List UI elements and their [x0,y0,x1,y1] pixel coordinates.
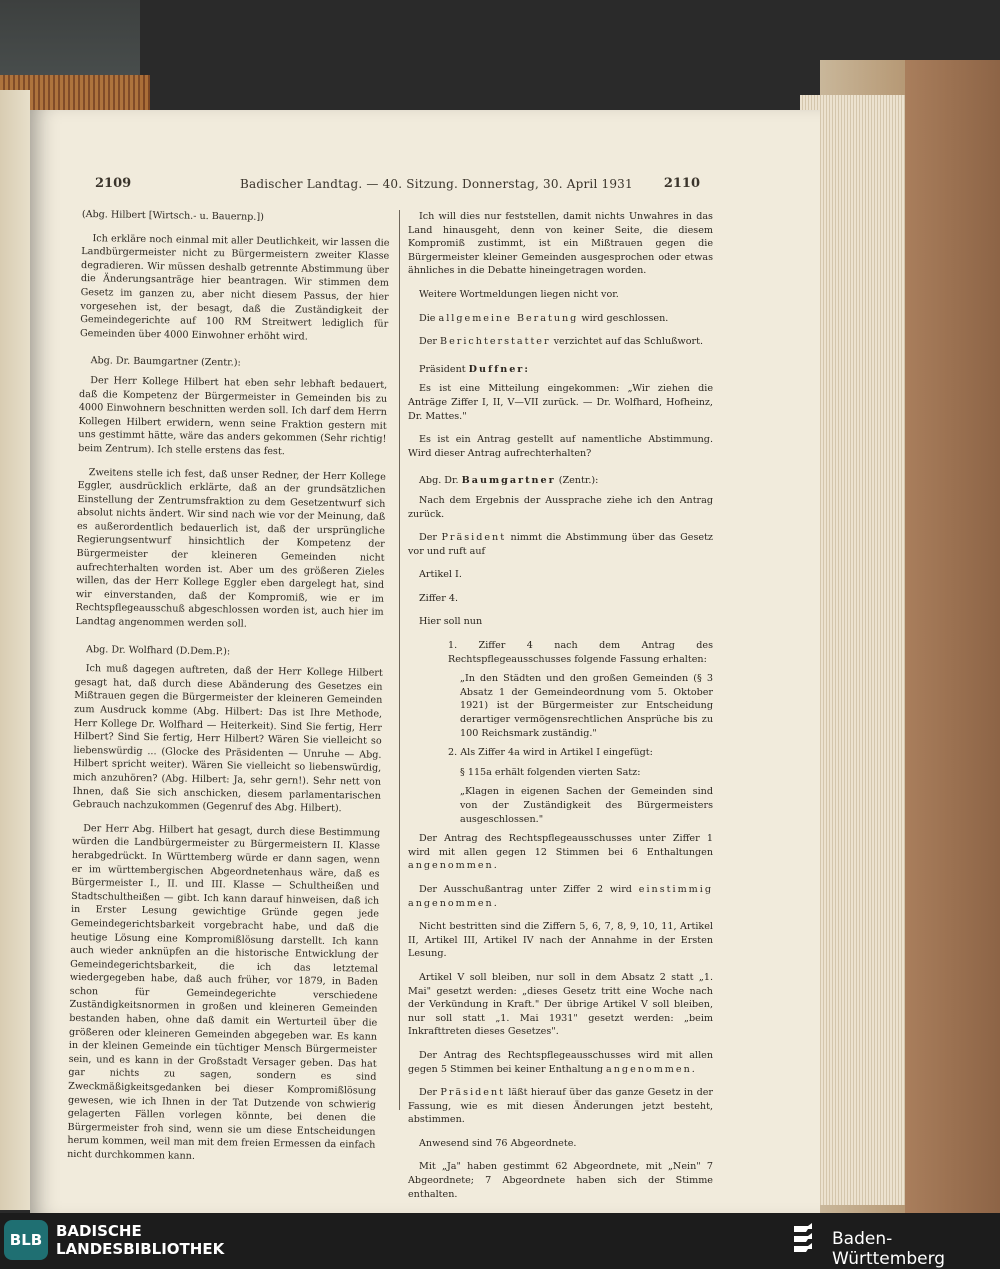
paragraph: Zweitens stelle ich fest, daß unser Redner, der Herr Kollege Eggler, ausdrücklich erklärte, daß an der grundsätzlichen Einstellung der Zentrumsfraktion zu dem Gesetzentwurf sich absolut nichts ändert. Wir sind nach wie vor der Meinung, daß es außerordentlich bedauerlich ist, daß der ursprüngliche Regierungsentwurf hinsichtlich der Kompetenz der Bürgermeister der kleineren Gemeinden nicht aufrechterhalten worden ist. Aber um des größeren Zieles willen, das der Herr Kollege Eggler eben dargelegt hat, sind wir einverstanden, daß der Kompromiß, wie er im Rechtspflegeausschuß abgeschlossen worden ist, auch hier im Landtag angenommen werden soll. [75,466,386,630]
paragraph: Ich muß dagegen auftreten, daß der Herr Kollege Hilbert gesagt hat, daß durch diese Abänderung des Gesetzes ein Mißtrauen gegen die Bürgermeister der kleineren Gemeinden zum Ausdruck komme (Abg. Hilbert: Das ist Ihre Methode, Herr Kollege Dr. Wolfhard — Heiterkeit). Sind Sie fertig, Herr Hilbert? Sind Sie fertig, Herr Hilbert? Wären Sie vielleicht so liebenswürdig ... (Glocke des Präsidenten — Unruhe — Abg. Hilbert spricht weiter). Wären Sie vielleicht so liebenswürdig, mich anzuhören? (Abg. Hilbert: Ja, sehr gern!). Sehr nett von Ihnen, daß Sie sich anschicken, diesem parlamentarischen Gebrauch nachzukommen (Gegenruf des Abg. Hilbert). [72,663,383,815]
column-divider [399,210,400,1110]
page-number-left: 2109 [95,176,132,191]
paragraph: Anwesend sind 76 Abgeordnete. [419,1137,577,1149]
paragraph: Nicht bestritten sind die Ziffern 5, 6, 7, 8, 9, 10, 11, Artikel II, Artikel III, Artikel IV nach der Annahme in der Ersten Lesung. [408,921,713,960]
paragraph: Weitere Wortmeldungen liegen nicht vor. [419,288,619,300]
paragraph: Der Ausschußantrag unter Ziffer 2 wird einstimmig angenommen. [408,883,713,909]
speaker-heading: Abg. Dr. Wolfhard (D.Dem.P.): [85,643,231,658]
speaker-continuation: (Abg. Hilbert [Wirtsch.- u. Bauernp.]) [81,208,264,223]
paragraph: Der Berichterstatter verzichtet auf das Schlußwort. [419,336,704,348]
paragraph: Nach dem Ergebnis der Aussprache ziehe ich den Antrag zurück. [408,494,713,520]
state-name[interactable]: Baden-Württemberg [832,1229,946,1269]
paragraph: Der Präsident läßt hierauf über das ganze Gesetz in der Fassung, wie es mit diesen Änderungen jetzt besteht, abstimmen. [408,1087,713,1126]
paragraph: Der Herr Kollege Hilbert hat eben sehr lebhaft bedauert, daß die Kompetenz der Bürgermeister in Gemeinden bis zu 4000 Einwohnern beschnitten werden soll. Ich darf dem Herrn Kollegen Hilbert erwidern, wenn seine Fraktion gestern mit uns gestimmt hätte, wäre das anders gekommen (Sehr richtig! beim Zentrum). Ich stelle erstens das fest. [78,375,388,458]
left-page-edge [0,90,30,1210]
paragraph: Hier soll nun [419,616,483,628]
paragraph: Die allgemeine Beratung wird geschlossen. [419,312,669,324]
paragraph: Der Antrag des Rechtspflegeausschusses wird mit allen gegen 5 Stimmen bei keiner Enthaltung angenommen. [408,1049,713,1075]
right-column [408,210,713,1211]
footer-bar [0,1213,1000,1269]
paragraph: Ich will dies nur feststellen, damit nichts Unwahres in das Land hinausgeht, denn von keiner Seite, die diesem Kompromiß zustimmt, ist ein Mißtrauen gegen die Bürgermeister kleiner Gemeinden ausgesprochen oder etwas ähnliches in die Debatte hineingetragen worden. [408,211,713,277]
page-number-right: 2110 [663,176,700,191]
paragraph: Der Antrag des Rechtspflegeausschusses unter Ziffer 1 wird mit allen gegen 12 Stimmen bei 6 Enthaltungen angenommen. [408,833,713,872]
quote: „In den Städten und den großen Gemeinden (§ 3 Absatz 1 der Gemeindeordnung vom 5. Oktober 1921) ist der Bürgermeister zur Entscheidung derartiger vermögensrechtlichen Ansprüche bis zu 100 Reichsmark zuständig." [460,673,713,739]
library-name[interactable]: BADISCHE LANDESBIBLIOTHEK [56,1222,225,1258]
list-item: 1. Ziffer 4 nach dem Antrag des Rechtspflegeausschusses folgende Fassung erhalten: [448,640,713,665]
blb-logo[interactable]: BLB [4,1220,48,1260]
paragraph: Mit „Ja" haben gestimmt 62 Abgeordnete, mit „Nein" 7 Abgeordnete; 7 Abgeordnete haben sich der Stimme enthalten. [408,1161,713,1200]
paragraph: Artikel I. [419,569,462,581]
baden-wuerttemberg-lions-icon[interactable] [790,1220,828,1258]
list-subitem: § 115a erhält folgenden vierten Satz: [460,766,641,778]
paragraph: Der Präsident nimmt die Abstimmung über das Gesetz vor und ruft auf [408,532,713,557]
paragraph: Es ist eine Mitteilung eingekommen: „Wir ziehen die Anträge Ziffer I, II, V—VII zurück. — Dr. Wolfhard, Hofheinz, Dr. Mattes." [408,383,713,422]
left-column [67,208,390,1176]
paragraph: Der Herr Abg. Hilbert hat gesagt, durch diese Bestimmung würden die Landbürgermeister zu Bürgermeistern II. Klasse herabgedrückt. In Württemberg würde er dann sagen, wenn er im württembergischen Abgeordnetenhaus wäre, daß es Bürgermeister I., II. und III. Klasse — Schultheißen und Stadtschultheißen — gibt. Ich kann darauf hinweisen, daß ich in Erster Lesung gewichtige Gründe gegen jede Gemeindegerichtsbarkeit vorgebracht habe, und daß die heutige Lösung eine Kompromißlösung darstellt. Ich kann auch wieder anknüpfen an die historische Entwicklung der Gemeindegerichtsbarkeit, die ich das letztemal wiedergegeben habe, daß auch früher, vor 1879, in Baden schon für Gemeindegerichte verschiedene Zuständigkeitsnormen in großen und kleineren Gemeinden bestanden haben, ohne daß damit ein Werturteil über die größeren oder kleineren Gemeinden abgegeben war. Es kann in der kleinen Gemeinde ein tüchtiger Mensch Bürgermeister sein, und es kann in der Großstadt Versager geben. Das hat gar nichts zu sagen, sondern es sind Zweckmäßigkeitsgedanken bei dieser Kompromißlösung gewesen, wie ich Ihnen in der Tat Dutzende von schwierig gelagerten Fällen vorlegen könnte, bei denen die Bürgermeister froh sind, wenn sie um diese Entscheidungen herum kommen, weil man mit dem freien Ermessen da einfach nicht durchkommen kann. [67,822,381,1162]
paragraph: Ich erkläre noch einmal mit aller Deutlichkeit, wir lassen die Landbürgermeister nicht zu Bürgermeistern zweiter Klasse degradieren. Wir müssen deshalb getrennte Abstimmung über die Änderungsanträge hier beantragen. Wir stimmen dem Gesetz im ganzen zu, aber nicht diesem Passus, der hier vorgesehen ist, der besagt, daß die Zuständigkeit der Gemeindegerichte auf 100 RM Streitwert lediglich für Gemeinden über 4000 Einwohner erhöht wird. [79,232,390,343]
paragraph: Artikel V soll bleiben, nur soll in dem Absatz 2 statt „1. Mai" gesetzt werden: „dieses Gesetz tritt eine Woche nach der Verkündung in Kraft." Der übrige Artikel V soll bleiben, nur soll statt „1. Mai 1931" gesetzt werden: „beim Inkrafttreten dieses Gesetzes". [408,971,713,1038]
speaker-heading: Abg. Dr. Baumgartner (Zentr.): [419,475,599,487]
list-item: 2. Als Ziffer 4a wird in Artikel I eingefügt: [448,747,653,759]
speaker-heading: Präsident Duffner: [419,363,530,375]
speaker-heading: Abg. Dr. Baumgartner (Zentr.): [90,355,241,369]
running-head [95,176,700,196]
book-cover-edge [905,60,1000,1213]
quote: „Klagen in eigenen Sachen der Gemeinden sind von der Zuständigkeit des Bürgermeisters ausgeschlossen." [460,786,713,825]
running-title: Badischer Landtag. — 40. Sitzung. Donnerstag, 30. April 1931 [240,177,633,191]
paragraph: Es ist ein Antrag gestellt auf namentliche Abstimmung. Wird dieser Antrag aufrechterhalten? [408,434,713,459]
paragraph: Ziffer 4. [419,592,459,604]
